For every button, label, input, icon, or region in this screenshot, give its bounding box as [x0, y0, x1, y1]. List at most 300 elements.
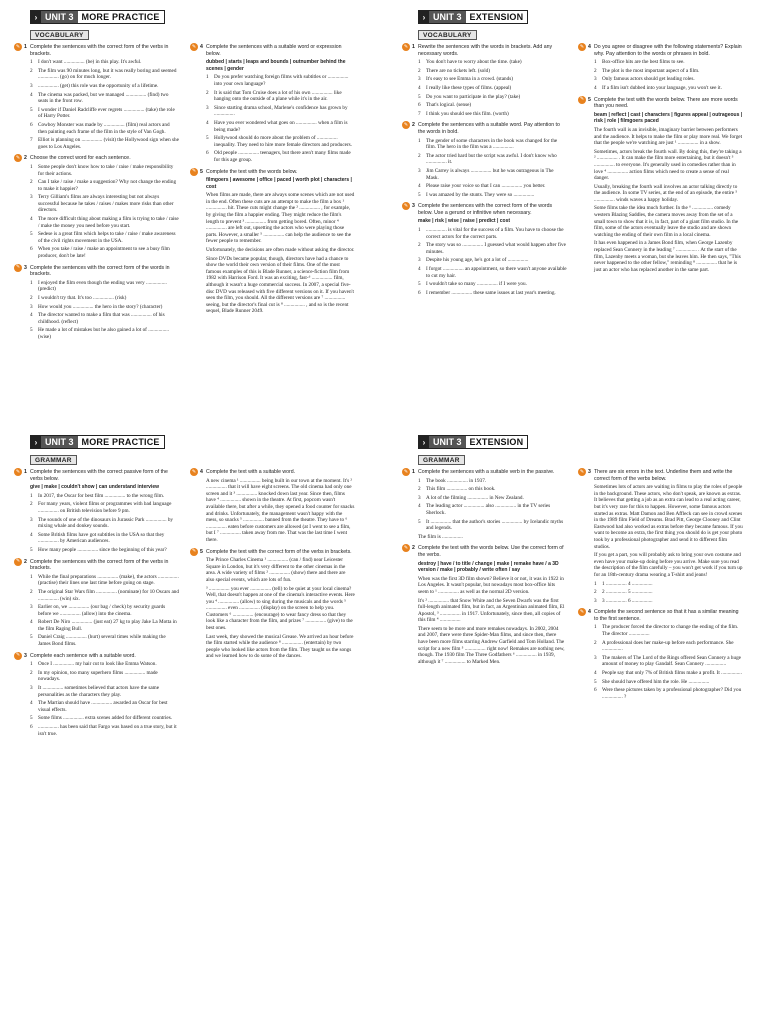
item-text: The director wanted to make a film that was ................ of his childhood. (reflect) [38, 312, 165, 325]
item-text: Please raise your voice so that I can ................ you better. [426, 183, 546, 190]
exercise-item [418, 138, 567, 151]
exercise-badge-icon: ✎ [15, 468, 21, 475]
exercise-item [30, 604, 179, 617]
item-number: 1 [594, 624, 597, 631]
item-number: 2 [30, 67, 33, 74]
item-number: 2 [418, 67, 421, 74]
item-number: 3 [206, 104, 209, 111]
exercise-instruction: Complete the sentences with the correct form of the verbs in brackets. [30, 558, 169, 572]
item-text: Once I ................ my hair cut to look like Emma Watson. [38, 661, 157, 668]
exercise [14, 559, 179, 648]
item-number: 4 [206, 119, 209, 126]
item-text: The plot is the most important aspect of a film. [602, 67, 700, 74]
exercise-item [418, 281, 567, 288]
exercise-instruction: Complete the sentences with the correct passive form of the verbs below. [30, 469, 168, 482]
item-number: 4 [418, 503, 421, 510]
exercise [190, 469, 355, 544]
chevron-right-icon: › [31, 436, 41, 448]
exercise-number: 3 [588, 469, 591, 475]
exercise-item [418, 266, 567, 279]
item-number: 5 [30, 546, 33, 553]
item-number: 5 [30, 327, 33, 334]
exercise-paragraph: Some films take the idea much further. In the ⁶ ................ comedy western Blazing Saddles, the camera moves away from the set of a small town to show that it is, in fact, part of a giant film studio. In the film, some of the actors eventually leave the studio and are shown watching the ending of their own film in a local cinema. [594, 205, 739, 238]
item-number: 6 [594, 687, 597, 694]
exercise-instruction: Complete the text with the correct form of the verbs in brackets. [206, 548, 352, 555]
item-text: It is said that Tom Cruise does a lot of his own ................ like hanging onto the outside of a plane while it's in the air. [214, 89, 342, 103]
exercise-item [418, 59, 567, 66]
item-number: 6 [30, 724, 33, 730]
exercise-item [30, 493, 179, 500]
exercise-badge-icon: ✎ [15, 264, 21, 271]
item-text: It ................ that the author's stories ................ by Icelandic myths and legends. [426, 518, 564, 532]
exercise-badge-icon: ✎ [191, 548, 197, 555]
item-number: 5 [206, 135, 209, 142]
item-number: 5 [418, 93, 421, 100]
exercise-instruction: Complete the text with the words below. Use the correct form of the verbs. [418, 545, 564, 558]
exercise [578, 469, 743, 604]
item-text: I was amazed by the stunts. They were so ................ [426, 191, 535, 198]
right-column [190, 469, 355, 665]
exercise-instruction: Rewrite the sentences with the words in brackets. Add any necessary words. [418, 44, 553, 57]
item-text: How many people ................ since the beginning of this year? [38, 546, 167, 553]
exercise-badge-icon: ✎ [191, 468, 197, 475]
item-text: It ................ sometimes believed that actors have the same personalities as the characters they play. [38, 685, 160, 698]
item-number: 3 [594, 597, 597, 604]
item-number: 1 [418, 137, 421, 144]
unit-banner [30, 10, 165, 24]
item-text: The makers of The Lord of the Rings offered Sean Connery a huge amount of money to play Gandalf. Sean Connery ................ [602, 654, 741, 668]
word-box: filmgoers | awesome | office | paced | worth plot | characters | cost [206, 177, 352, 190]
item-text: This film ................ on this book. [426, 486, 496, 493]
item-text: A professional does her make-up before each performance. She ................ [602, 639, 734, 653]
exercise-item [418, 94, 567, 101]
word-box: destroy | have / to title / change | make | remake have / a 3D version / make | probably / write often / say [418, 560, 559, 574]
exercise-instruction: Complete each sentence with a suitable word. [30, 652, 136, 659]
item-text: Despite his young age, he's got a lot of ................ [426, 257, 529, 264]
item-number: 3 [418, 494, 421, 501]
item-number: 4 [418, 266, 421, 273]
item-text: Robert De Niro ................ (just eat) 27 kg to play Jake La Motta in the film Raging Bull. [38, 619, 177, 632]
item-text: The cinema was packed, but we managed ................ (find) two seats in the front row. [38, 91, 169, 105]
left-column [14, 469, 179, 742]
unit-label: UNIT 3 [41, 11, 78, 23]
item-text: I wouldn't take so many ................ if I were you. [426, 281, 527, 288]
exercise [402, 122, 567, 198]
exercise [14, 653, 179, 738]
banner-title: EXTENSION [466, 436, 528, 448]
exercise-number: 2 [412, 545, 415, 552]
exercise-item [418, 503, 567, 516]
exercise [578, 97, 743, 274]
item-text: There are no tickets left. (sold) [426, 67, 490, 74]
item-number: 5 [418, 281, 421, 288]
left-column [402, 44, 567, 301]
exercise-item [594, 624, 743, 637]
exercise-instruction: Complete the text with the words below. [206, 168, 298, 175]
exercise-number: 2 [412, 122, 415, 129]
item-text: The Martian should have ................ awarded an Oscar for best visual effects. [38, 700, 168, 713]
item-number: 5 [594, 678, 597, 685]
item-number: 3 [30, 685, 33, 692]
item-text: I wonder if Daniel Radcliffe ever regrets ................ (take) the role of Harry Potter. [38, 106, 175, 120]
item-number: 1 [418, 227, 421, 234]
item-number: 4 [30, 216, 33, 223]
exercise-item [418, 183, 567, 190]
exercise-instruction: Complete the sentences with a suitable word. Pay attention to the words in bold. [418, 122, 560, 135]
banner-title: EXTENSION [466, 11, 528, 23]
exercise-item [30, 589, 179, 602]
item-text: Since starting drama school, Marlene's confidence has grown by ................ [214, 104, 348, 118]
item-number: 3 [418, 257, 421, 264]
item-number: 2 [418, 242, 421, 249]
exercise-instruction: Complete the sentences with the correct form of the words in brackets. [30, 264, 170, 278]
item-number: 2 [418, 152, 421, 159]
banner-title: MORE PRACTICE [78, 436, 164, 448]
item-text: I don't want ................ (be) in this play. It's awful. [38, 59, 142, 66]
exercise-badge-icon: ✎ [579, 468, 585, 475]
exercise-item [418, 257, 567, 264]
exercise-badge-icon: ✎ [15, 652, 21, 659]
exercise-paragraph: If you get a part, you will probably ask to bring your own costume and even have your make-up doing before you arrive. Make sure you read the description of the film carefully – you won't get work if you turn up for an 18th-century drama wearing a T-shirt and jeans! [594, 552, 743, 578]
item-text: I really like these types of films. (appeal) [426, 84, 512, 91]
exercise-item [594, 59, 743, 66]
exercise-number: 4 [588, 44, 591, 50]
exercise-paragraph: Sometimes lots of actors are waiting in films to play the roles of people in the background. These actors, who don't speak, are known as extras. It believes that getting a job as an extra can lead to a real acting career, but it's very rare for this to happen. However, some famous actors started as extras. Matt Damon and Ben Affleck can see in crowd scenes in the 1989 film Field of Dreams. Brad Pitt, George Clooney and Clint Eastwood had also worked as extras before they became famous. If you want to become an extra, the first thing you should do is get your photo took by a professional photographer and send it to different film studios. [594, 484, 743, 550]
exercise [14, 265, 179, 341]
item-number: 3 [594, 76, 597, 83]
worksheet-page [0, 0, 380, 410]
exercise-item [594, 598, 743, 605]
exercise-item [30, 295, 179, 302]
item-text: The more difficult thing about making a film is trying to take / raise / make the money you need before you start. [38, 216, 179, 229]
exercise-badge-icon: ✎ [579, 43, 585, 50]
exercise-item [30, 501, 179, 514]
exercise-instruction: Complete the sentences with the correct form of the verbs in brackets. [30, 44, 169, 57]
worksheet-page [0, 425, 380, 835]
exercise [14, 155, 179, 259]
exercise-instruction: Complete the sentences with the correct form of the words below. Use a gerund or infinitive when necessary. [418, 203, 553, 216]
exercise-item [206, 120, 355, 133]
exercise-number: 2 [24, 558, 27, 565]
item-number: 2 [30, 179, 33, 186]
item-text: You don't have to worry about the time. (take) [426, 59, 522, 66]
exercise-instruction: Complete the sentences with a suitable verb in the passive. [418, 469, 555, 475]
item-number: 4 [30, 531, 33, 538]
exercise-number: 4 [588, 609, 591, 616]
exercise-item [30, 715, 179, 722]
exercise-number: 5 [588, 96, 591, 103]
item-text: The film was 90 minutes long, but it was really boring and seemed ................ (go) on for much longer. [38, 67, 177, 81]
item-number: 5 [418, 191, 421, 198]
item-text: She should have offered him the role. He ................ [602, 678, 710, 685]
exercise-number: 3 [412, 203, 415, 210]
exercise-item [30, 532, 179, 545]
item-number: 6 [206, 150, 209, 157]
exercise-paragraph: Sometimes, actors break the fourth wall. By doing this, they're taking a ² ................ . It can make the film more entertaining, but it doesn't ³ ................ to everyone. It's generally used in comedies rather than in love ⁴ ................ action films which need to create a sense of real danger. [594, 148, 742, 182]
item-number: 4 [594, 84, 597, 91]
chevron-right-icon: › [31, 11, 41, 23]
exercise-item [418, 192, 567, 199]
item-text: 3 ................ 6 ................ [602, 597, 653, 604]
item-number: 2 [206, 89, 209, 96]
item-number: 1 [30, 279, 33, 286]
item-number: 4 [418, 183, 421, 190]
worksheet-page [388, 425, 768, 835]
item-text: Jim Carrey is always ................ but he was outrageous in The Mask. [426, 167, 554, 181]
exercise-item [30, 194, 179, 214]
exercise-instruction: Complete the text with a suitable word. [206, 469, 296, 475]
exercise-number: 3 [24, 652, 27, 659]
exercise [402, 469, 567, 540]
exercise-item [594, 655, 743, 668]
exercise-item [418, 495, 567, 502]
item-number: 2 [30, 295, 33, 301]
item-text: I think you should see this film. (worth) [426, 110, 509, 117]
exercise [14, 44, 179, 150]
item-text: The original Star Wars film ................ (nominate) for 10 Oscars and ................ (win) six. [38, 588, 179, 602]
exercise-badge-icon: ✎ [403, 43, 409, 50]
exercise-item [30, 59, 179, 66]
exercise-item [594, 581, 743, 588]
item-number: 4 [30, 312, 33, 319]
unit-label: UNIT 3 [429, 11, 466, 23]
item-number: 4 [30, 91, 33, 98]
exercise-item [30, 547, 179, 554]
right-column [578, 469, 743, 705]
item-number: 1 [30, 661, 33, 668]
exercise-paragraph: When was the first 3D film shown? Believe it or not, it was in 1922 in Los Angeles. It wasn't popular, but nowadays most box-office hits seem to ¹ ................ as well as the normal 2D version. [418, 575, 564, 595]
item-text: ................ is vital for the success of a film. You have to choose the correct actors for the correct parts. [426, 227, 564, 240]
exercise-item [418, 227, 567, 240]
exercise-badge-icon: ✎ [191, 168, 197, 175]
exercise [14, 469, 179, 554]
item-number: 4 [418, 84, 421, 91]
item-text: The leading actor ................ also ................ in the TV series Sherlock. [426, 503, 551, 516]
unit-label: UNIT 3 [429, 436, 466, 448]
section-heading: GRAMMAR [30, 455, 77, 465]
word-box: beam | reflect | cast | characters | figures appeal | outrageous | risk | role | filmgoers paced [594, 111, 743, 125]
item-text: Elliot is planning on ................ (visit) the Hollywood sign when she goes to Los Angeles. [38, 137, 179, 150]
item-number: 2 [30, 669, 33, 676]
left-column [14, 44, 179, 346]
item-text: The sounds of one of the dinosaurs in Jurassic Park ................ by mixing whale and donkey sounds. [38, 516, 174, 530]
exercise-item [418, 478, 567, 485]
exercise [402, 545, 567, 665]
item-number: 1 [30, 573, 33, 580]
exercise-badge-icon: ✎ [191, 43, 197, 50]
item-text: Do you want to participate in the play? (take) [426, 93, 521, 100]
item-number: 4 [30, 700, 33, 707]
item-text: The story was so ................ I guessed what would happen after five minutes. [426, 242, 566, 255]
exercise-item [594, 670, 743, 677]
item-text: Some films ................ extra scenes added for different countries. [38, 715, 173, 722]
item-text: The producer forced the director to change the ending of the film. The director ................ [602, 624, 739, 638]
exercise-paragraph: ³ ................ you ever ................ (tell) to be quiet at your local cinema? Well, that doesn't happen at one of the cinema's interactive events. Here you ⁴ ................ (allow) to sing during the musicals and the words ⁵ ................ even ................ (display) on the screen to help you. Customers ⁶ ................ (encourage) to wear fancy dress so that they look like a character from the film, and prizes ⁷ ................ (give) to the best ones. [206, 585, 355, 632]
item-text: Box-office hits are the best films to see. [602, 59, 685, 66]
item-number: 7 [418, 110, 421, 117]
exercise-item [30, 517, 179, 530]
exercise-item [418, 242, 567, 255]
unit-banner [418, 10, 528, 24]
item-text: When you take / raise / make an appointment to see a busy film producer, don't be late! [38, 246, 170, 260]
exercise-number: 5 [200, 548, 203, 555]
exercise-paragraph: The fourth wall is an invisible, imaginary barrier between performers and the audience. It helps to make the film or play more real. We forget that the people we're watching are just ¹ ................ in a show. [594, 126, 743, 147]
item-text: Hollywood should do more about the problem of ................ inequality. They need to hire more female directors and producers. [214, 135, 352, 148]
item-text: Were these pictures taken by a professional photographer? Did you ................ ? [602, 687, 742, 700]
exercise-item [30, 246, 179, 259]
item-number: 1 [594, 59, 597, 66]
exercise-item [30, 327, 179, 340]
exercise-item [418, 111, 567, 118]
exercise-item [418, 68, 567, 75]
exercise-item [30, 83, 179, 90]
exercise-badge-icon: ✎ [403, 468, 409, 475]
item-number: 2 [30, 501, 33, 508]
exercise-paragraph: A new cinema ¹ ................ being built in our town at the moment. It's ² ................ that it will have eight screens. The old cinema had only one screen and it ³ ................ knocked down last year. Since then, films have ⁴ ................ shown in the theatre. At first, popcorn wasn't available there, but after a while, they opened a food counter for snacks and drinks. Unfortunately, the management wasn't happy with the mess, so snacks ⁵ ................ banned from the theatre. They have to ⁶ ................ eaten before customers are allowed (at I went to see a film, but I ⁷ ................ taken away from me. That was the last time I went there. [206, 477, 355, 543]
exercise-item [30, 137, 179, 150]
exercise-number: 1 [412, 469, 415, 475]
item-text: Have you ever wondered what goes on ................ when a film is being made? [214, 119, 348, 133]
item-number: 3 [594, 654, 597, 661]
exercise-number: 2 [24, 155, 27, 162]
exercise-item [30, 700, 179, 713]
item-number: 1 [594, 580, 597, 587]
exercise-item [418, 85, 567, 92]
exercise-item [594, 85, 743, 92]
exercise-item [418, 519, 567, 532]
item-text: Sedese is a great film which helps to take / raise / make awareness of the civil rights movement in the USA. [38, 231, 176, 244]
exercise [190, 44, 355, 164]
item-text: For many years, violent films or programmes with bad language ................ on British television before 9 pm. [38, 501, 172, 514]
item-text: He made a lot of mistakes but he also gained a lot of ................ (wise) [38, 327, 169, 340]
item-text: The book ................ in 1937. [426, 477, 487, 484]
item-text: Can I take / raise / make a suggestion? Why not change the ending to make it happier? [38, 179, 177, 192]
unit-banner [30, 435, 165, 449]
exercise-item [30, 619, 179, 632]
exercise-item [30, 164, 179, 177]
exercise-number: 1 [24, 469, 27, 475]
item-number: 2 [30, 588, 33, 595]
exercise [190, 169, 355, 315]
right-column [190, 44, 355, 320]
exercise-number: 1 [24, 44, 27, 50]
exercise-badge-icon: ✎ [15, 558, 21, 565]
exercise-item [206, 90, 355, 103]
exercise-number: 4 [200, 44, 203, 50]
exercise-item [30, 280, 179, 293]
item-text: Do you prefer watching foreign films with subtitles or ................ into your own language? [214, 74, 349, 87]
exercise-item [418, 290, 567, 297]
exercise-item [30, 634, 179, 647]
exercise-item [206, 150, 355, 163]
item-text: Terry Gilliam's films are always interesting but not always successful because he takes / raises / makes more risks than other directors. [38, 194, 174, 214]
exercise-paragraph: When films are made, there are always some scenes which are not used in the end. Often these cuts are an attempt to make the film a box ¹ ................ hit. These cuts might change the ² ................ , for example, by giving the film a happier ending. They might reduce the film's length to prevent ³ ................ from getting bored. Often, minor ⁴ ................ are left out, upsetting the actors who were playing those parts. However, a smaller ⁵ ................ can help the audience to see the fewer people to remember. [206, 192, 355, 245]
word-box: make | risk | wise | raise | predict | cost [418, 218, 511, 225]
item-text: Cowboy Monster was made by ................ (film) real actors and then painting each frame of the film in the style of Van Gogh. [38, 121, 170, 135]
item-number: 3 [30, 516, 33, 523]
item-text: ................ has been said that Fargo was based on a true story, but it isn't true. [38, 724, 177, 737]
word-box: dubbed | starts | leaps and bounds | outnumber behind the scenes | gender [206, 59, 346, 72]
item-number: 1 [30, 492, 33, 499]
worksheet-page [388, 0, 768, 410]
section-heading: VOCABULARY [418, 30, 477, 40]
exercise-item [30, 670, 179, 683]
item-number: 1 [418, 59, 421, 66]
exercise-paragraph: Usually, breaking the fourth wall involves an actor talking directly to the audience. In some TV series, at the end of an episode, the entire ⁵ ................ winds waves a happy holiday. [594, 183, 738, 203]
item-text: In 2017, the Oscar for best film ................ to the wrong film. [38, 492, 165, 499]
item-text: How would you ................ the hero in the story? (character) [38, 303, 163, 310]
item-number: 6 [30, 121, 33, 128]
item-text: ................ (get) this role was the opportunity of a lifetime. [38, 82, 159, 89]
exercise-item [30, 685, 179, 698]
exercise-instruction: There are six errors in the text. Underline them and write the correct form of the verbs below. [594, 469, 733, 482]
exercise-item [30, 107, 179, 120]
exercise-item [30, 231, 179, 244]
exercise-item [418, 153, 567, 166]
item-number: 3 [418, 167, 421, 174]
item-number: 4 [594, 670, 597, 677]
item-number: 6 [418, 289, 421, 296]
item-text: The gender of some characters in the book was changed for the film. The hero in the film was a ................ [426, 137, 558, 151]
exercise-tail: The film is ................ [418, 533, 463, 540]
exercise [578, 44, 743, 92]
exercise-item [594, 68, 743, 75]
exercise [402, 44, 567, 117]
item-number: 2 [418, 486, 421, 493]
exercise-badge-icon: ✎ [403, 202, 409, 209]
exercise-item [418, 76, 567, 83]
exercise-item [30, 68, 179, 81]
item-number: 3 [30, 604, 33, 611]
exercise-item [30, 304, 179, 311]
exercise-paragraph: There seem to be more and more remakes nowadays. In 2002, 2004 and 2007, there were three Spider-Man films, and since then, there have been more films starring Andrew Garfield and Tom Holland. The script for a new film ⁵ ................ right now! Remakes are nothing new, though. The 1930 film The Three Godfathers ⁶ ................ in 1939, although it ⁷ ................ to Marked Men. [418, 625, 565, 665]
exercise-instruction: Complete the text with the words below. There are more words than you need. [594, 96, 738, 110]
exercise-paragraph: It has even happened in a James Bond film, when George Lazenby replaced Sean Connery in the leading ⁷ ................ . At the start of the film, Lazenby meets a woman, but she leaves him. He then says, "This never happened to the other fellow," reminding ⁸ ................ that he is just an actor who has replaced another in the same part. [594, 240, 741, 273]
exercise-item [30, 122, 179, 135]
exercise-item [206, 74, 355, 87]
item-number: 1 [418, 477, 421, 484]
item-number: 5 [418, 518, 421, 525]
item-number: 7 [30, 137, 33, 144]
item-number: 5 [30, 634, 33, 641]
exercise-item [594, 640, 743, 653]
item-text: It's easy to see Emma in a crowd. (stands) [426, 76, 513, 83]
right-column [578, 44, 743, 278]
item-text: In my opinion, too many superhero films ................ made nowadays. [38, 669, 158, 683]
exercise-number: 3 [24, 264, 27, 271]
exercise-item [30, 574, 179, 587]
exercise-item [418, 102, 567, 109]
exercise-badge-icon: ✎ [15, 43, 21, 50]
exercise-paragraph: Last week, they showed the musical Grease. We arrived an hour before the film started while the audience ⁸ ................ (entertain) by two people who looked like actors from the film. They taught us the songs and we learned how to do some of the dances. [206, 633, 354, 660]
exercise-item [30, 92, 179, 105]
unit-banner [418, 435, 528, 449]
item-text: 2 ................ 5 ................ [602, 589, 653, 596]
exercise-item [594, 679, 743, 686]
item-text: That's logical. (sense) [426, 102, 472, 109]
exercise-number: 1 [412, 44, 415, 50]
exercise-item [418, 168, 567, 181]
item-text: 1 ................ 4 ................ [602, 580, 653, 587]
item-number: 3 [30, 303, 33, 310]
item-number: 6 [418, 102, 421, 109]
item-number: 1 [30, 59, 33, 66]
exercise [402, 203, 567, 296]
exercise-badge-icon: ✎ [403, 122, 409, 129]
exercise-paragraph: Since DVDs became popular, though, directors have had a chance to show the world their own version of their films. One of the most famous examples of this is Blade Runner, a science-fiction film from 1982 with Harrison Ford. It was an exciting, fast-⁶ ................ film, although it wasn't a huge commercial success. In 2007, a special five-disc DVD was released with five different versions on it. If you haven't seen the film, you should. All the different versions are ⁷ ................ seeing, but the director's final cut is ⁸ ................ , and so is the recent sequel, Blade Runner 2049. [206, 255, 354, 315]
item-text: I remember ................ these same issues at last year's meeting. [426, 289, 556, 296]
item-number: 5 [30, 106, 33, 113]
